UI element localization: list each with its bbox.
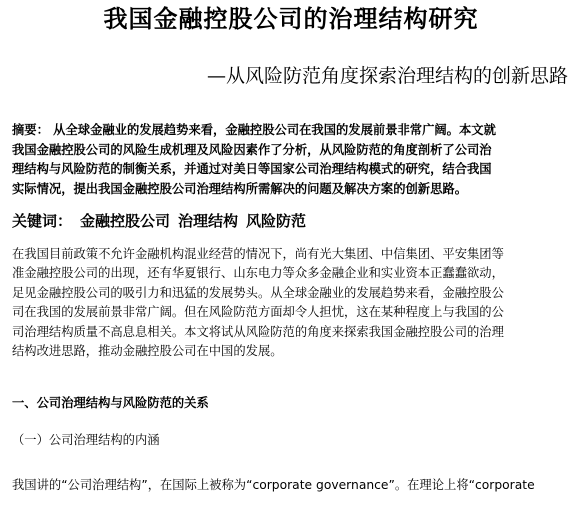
keyword-item: 金融控股公司 xyxy=(80,212,171,230)
abstract-line: 实际情况，提出我国金融控股公司治理结构所需解决的问题及解决方案的创新思路。 xyxy=(12,180,467,196)
paragraph-line: 司治理结构质量不高息息相关。本文将试从风险防范的角度来探索我国金融控股公司的治理 xyxy=(12,324,504,339)
paragraph-line: 足见金融控股公司的吸引力和迅猛的发展势头。从全球金融业的发展趋势来看，金融控股公 xyxy=(12,285,504,300)
paragraph-line: 结构改进思路，推动金融控股公司在中国的发展。 xyxy=(12,343,283,358)
document-subtitle: —从风险防范角度探索治理结构的创新思路 xyxy=(206,65,568,87)
keyword-item: 风险防范 xyxy=(246,212,307,230)
abstract xyxy=(12,120,572,198)
keywords xyxy=(12,210,314,232)
keyword-item: 治理结构 xyxy=(178,212,239,230)
paragraph-line: 司在我国的发展前景非常广阔。但在风险防范方面却令人担忧，这在某种程度上与我国的公 xyxy=(12,305,504,320)
document-title: 我国金融控股公司的治理结构研究 xyxy=(103,4,479,33)
paragraph-line: 准金融控股公司的出现，还有华夏银行、山东电力等众多金融企业和实业资本正蠢蠢欲动， xyxy=(12,266,504,281)
subsection-heading: （一）公司治理结构的内涵 xyxy=(12,433,160,447)
abstract-line: 摘要： 从全球金融业的发展趋势来看，金融控股公司在我国的发展前景非常广阔。本文就 xyxy=(12,122,496,137)
section-heading: 一、公司治理结构与风险防范的关系 xyxy=(12,396,209,410)
paragraph-line: 在我国目前政策不允许金融机构混业经营的情况下，尚有光大集团、中信集团、平安集团等 xyxy=(12,247,504,261)
abstract-line: 我国金融控股公司的风险生成机理及风险因素作了分析，从风险防范的角度剖析了公司治 xyxy=(12,141,492,157)
abstract-line: 理结构与风险防范的制衡关系，并通过对美日等国家公司治理结构模式的研究，结合我国 xyxy=(12,161,492,176)
paragraph-line: 我国讲的“公司治理结构”，在国际上被称为“corporate governance”。在理论上将“corporate xyxy=(12,478,535,492)
intro-paragraph xyxy=(12,245,572,361)
keywords-label: 关键词： xyxy=(12,212,73,230)
